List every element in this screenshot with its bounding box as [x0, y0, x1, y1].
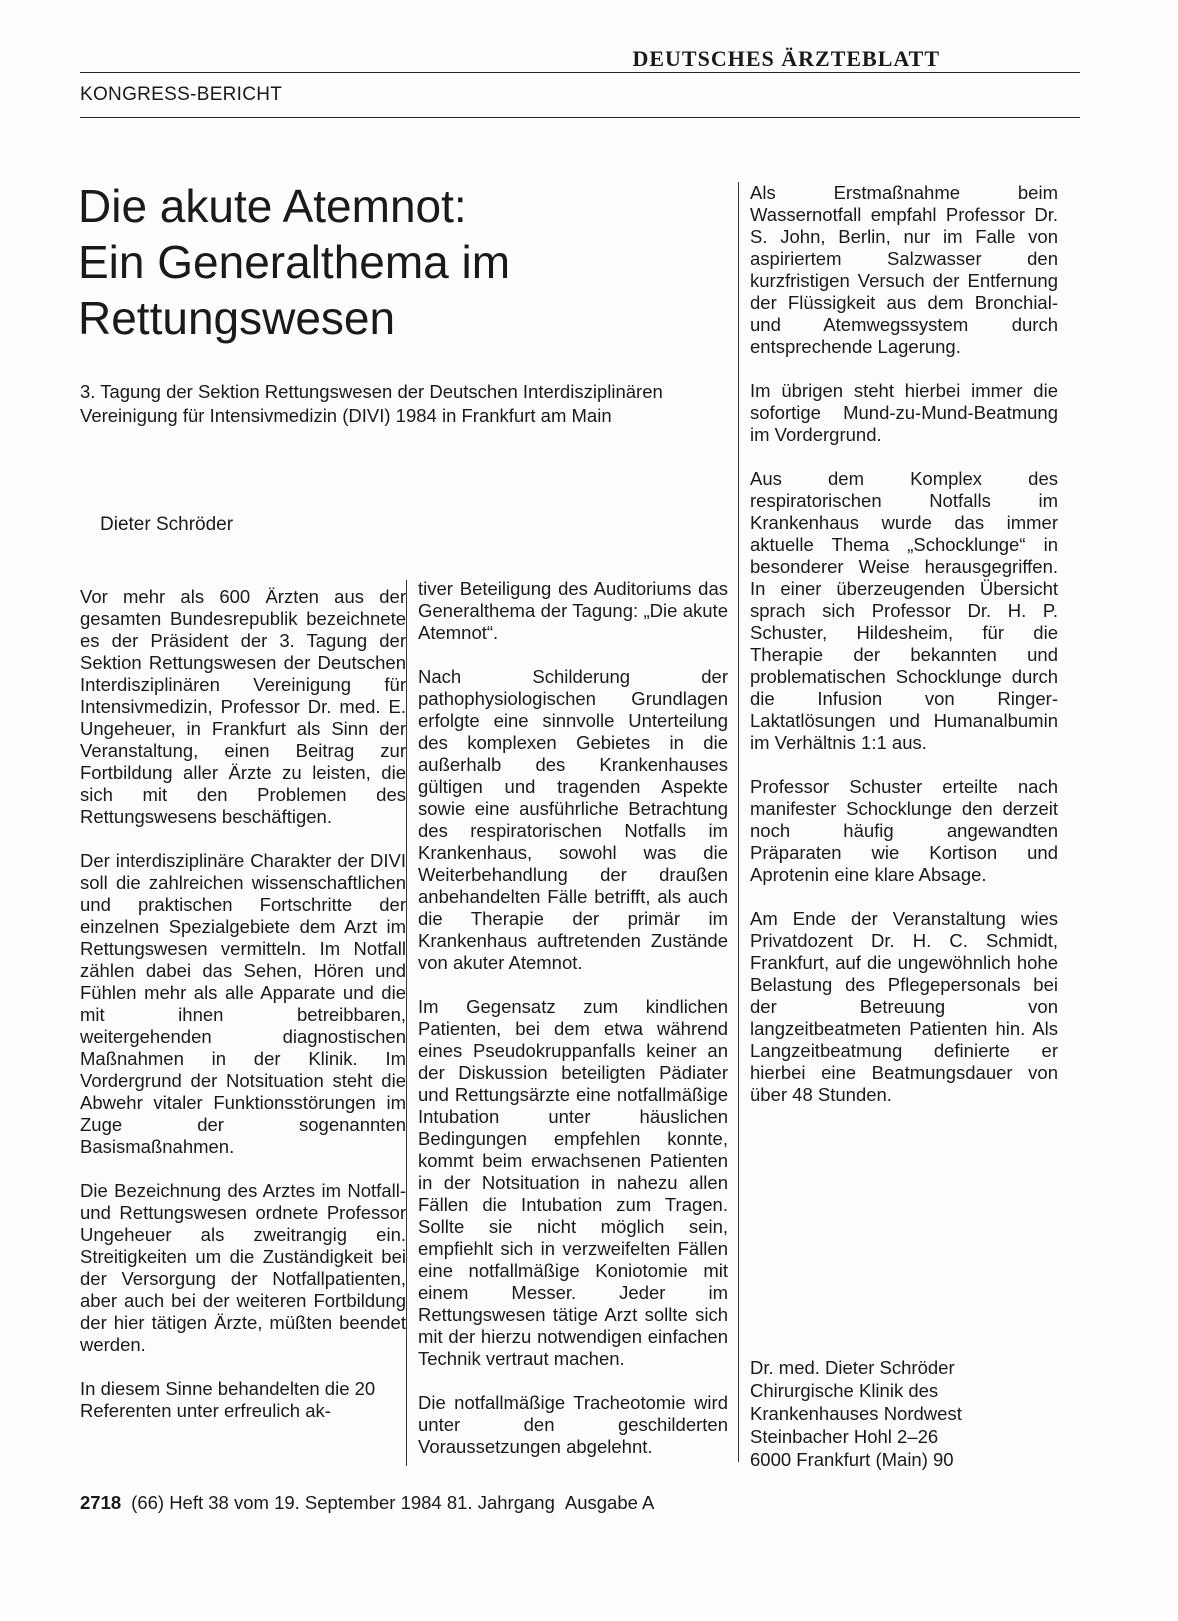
paragraph: Nach Schilderung der pathophysiologischen Grundlagen erfolgte eine sinnvolle Unterteilung des komplexen Gebietes in die außerhalb des Krankenhauses gültigen und tragenden Aspekte sowie eine ausführliche Betrachtung des respiratorischen Notfalls im Krankenhaus, sowohl was die Weiterbehandlung der draußen anbehandelten Fälle betrifft, als auch die Therapie der primär im Krankenhaus auftretenden Zustände von akuter Atemnot. [418, 666, 728, 973]
paragraph: In diesem Sinne behandelten die 20 Referenten unter erfreulich ak- [80, 1378, 376, 1421]
address-line: 6000 Frankfurt (Main) 90 [750, 1449, 954, 1470]
text-column-2 [418, 578, 728, 1480]
column-divider [406, 580, 407, 1466]
edition-label: Ausgabe A [564, 1492, 655, 1513]
article-subtitle: 3. Tagung der Sektion Rettungswesen der Deutschen Interdisziplinären Vereinigung für Intensivmedizin (DIVI) 1984 in Frankfurt am Main [80, 381, 663, 426]
article-author: Dieter Schröder [100, 514, 234, 535]
paragraph: Der interdisziplinäre Charakter der DIVI soll die zahlreichen wissenschaftlichen und praktischen Fortschritte der einzelnen Spezialgebiete dem Arzt im Rettungswesen vermitteln. Im Notfall zählen dabei das Sehen, Hören und Fühlen mehr als alle Apparate und die mit ihnen betreibbaren, weitergehenden diagnostischen Maßnahmen in der Klinik. Im Vordergrund der Notsituation steht die Abwehr vitaler Funktionsstörungen im Zuge der sogenannten Basismaßnahmen. [80, 850, 406, 1157]
title-line: Ein Generalthema im [78, 236, 511, 288]
paragraph: Im Gegensatz zum kindlichen Patienten, bei dem etwa während eines Pseudokruppanfalls keiner an der Diskussion beteiligten Pädiater und Rettungsärzte eine notfallmäßige Intubation unter häuslichen Bedingungen empfehlen konnte, kommt beim erwachsenen Patienten in der Notsituation in nahezu allen Fällen die Intubation zum Tragen. Sollte sie nicht möglich sein, empfiehlt sich in verzweifelten Fällen eine notfallmäßige Koniotomie mit einem Messer. Jeder im Rettungswesen tätige Arzt sollte sich mit der hierzu notwendigen einfachen Technik vertraut machen. [418, 996, 728, 1369]
column-divider [738, 182, 739, 1462]
paragraph: Aus dem Komplex des respiratorischen Notfalls im Krankenhaus wurde das immer aktuelle Thema „Schocklunge“ in besonderer Weise herausgegriffen. In einer überzeugenden Übersicht sprach sich Professor Dr. H. P. Schuster, Hildesheim, für die Therapie der bekannten und problematischen Schocklunge durch die Infusion von Ringer-Laktatlösungen und Humanalbumin im Verhältnis 1:1 aus. [750, 468, 1058, 753]
section-rule [80, 117, 1080, 118]
paragraph: Am Ende der Veranstaltung wies Privatdozent Dr. H. C. Schmidt, Frankfurt, auf die ungewöhnlich hohe Belastung des Pflegepersonals bei der Betreuung von langzeitbeatmeten Patienten hin. Als Langzeitbeatmung definierte er hierbei eine Beatmungsdauer von über 48 Stunden. [750, 908, 1058, 1105]
section-label: KONGRESS-BERICHT [80, 84, 283, 105]
address-line: Steinbacher Hohl 2–26 [750, 1426, 939, 1447]
journal-masthead: DEUTSCHES ÄRZTEBLATT [632, 46, 940, 71]
text-column-1 [80, 586, 406, 1444]
paragraph: tiver Beteiligung des Auditoriums das Generalthema der Tagung: „Die akute Atemnot“. [418, 578, 728, 643]
paragraph: Die notfallmäßige Tracheotomie wird unter den geschilderten Voraussetzungen abgelehnt. [418, 1392, 728, 1457]
address-line: Chirurgische Klinik des [750, 1380, 939, 1401]
paragraph: Vor mehr als 600 Ärzten aus der gesamten Bundesrepublik bezeichnete es der Präsident der 3. Tagung der Sektion Rettungswesen der Deutschen Interdisziplinären Vereinigung für Intensivmedizin, Professor Dr. med. E. Ungeheuer, in Frankfurt als Sinn der Veranstaltung, einen Beitrag zur Fortbildung aller Ärzte zu leisten, die sich mit den Problemen des Rettungswesens beschäftigen. [80, 586, 406, 827]
article-title [78, 178, 718, 346]
issue-info: (66) Heft 38 vom 19. September 1984 81. Jahrgang [131, 1492, 555, 1513]
text-column-3 [750, 182, 1058, 1128]
paragraph: Professor Schuster erteilte nach manifester Schocklunge den derzeit noch häufig angewandten Präparaten wie Kortison und Aprotenin eine klare Absage. [750, 776, 1058, 885]
paragraph: Als Erstmaßnahme beim Wassernotfall empfahl Professor Dr. S. John, Berlin, nur im Falle von aspiriertem Salzwasser den kurzfristigen Versuch der Entfernung der Flüssigkeit aus dem Bronchial- und Atemwegssystem durch entsprechende Lagerung. [750, 182, 1058, 357]
title-line: Die akute Atemnot: [78, 180, 467, 232]
author-address [750, 1356, 1070, 1471]
title-line: Rettungswesen [78, 292, 396, 344]
address-line: Dr. med. Dieter Schröder [750, 1357, 955, 1378]
page-footer [80, 1492, 654, 1514]
paragraph: Im übrigen steht hierbei immer die sofortige Mund-zu-Mund-Beatmung im Vordergrund. [750, 380, 1058, 445]
page-number: 2718 [80, 1492, 122, 1513]
paragraph: Die Bezeichnung des Arztes im Notfall- und Rettungswesen ordnete Professor Ungeheuer als zweitrangig ein. Streitigkeiten um die Zuständigkeit bei der Versorgung der Notfallpatienten, aber auch bei der weiteren Fortbildung der hier tätigen Ärzte, müßten beendet werden. [80, 1180, 406, 1355]
masthead-rule [80, 72, 1080, 73]
address-line: Krankenhauses Nordwest [750, 1403, 962, 1424]
